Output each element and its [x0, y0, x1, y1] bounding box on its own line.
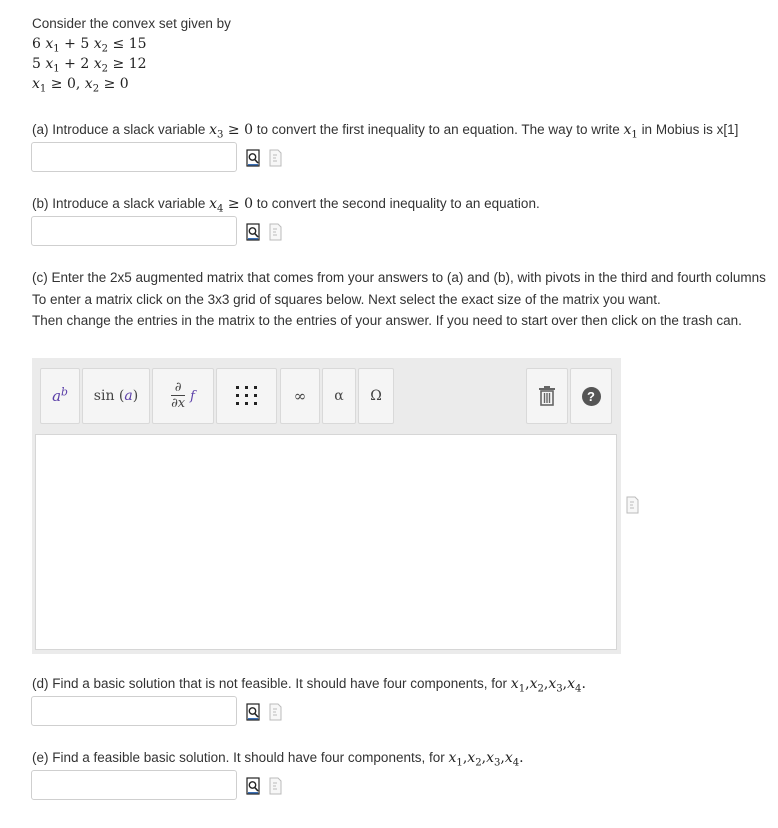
part-a-ineq: ≥ 0 — [227, 122, 253, 138]
part-d-answer-input[interactable] — [31, 696, 237, 726]
alpha-symbol: α — [334, 388, 344, 404]
c2-coef1: 5 — [32, 56, 41, 72]
part-b-text-after: to convert the second inequality to an equation. — [256, 196, 540, 211]
preview-icon[interactable] — [246, 149, 261, 168]
format-help-icon[interactable] — [268, 223, 283, 242]
partial-numerator: ∂ — [174, 379, 182, 395]
part-b-answer-input[interactable] — [31, 216, 237, 246]
part-e-answer-input[interactable] — [31, 770, 237, 800]
part-a-var-sub: 3 — [217, 129, 224, 141]
c2-coef2: 2 — [80, 56, 90, 72]
sin-label: sin — [93, 388, 115, 404]
format-help-icon[interactable] — [268, 777, 283, 796]
part-b-var-sub: 4 — [217, 203, 224, 215]
infinity-symbol: ∞ — [293, 387, 307, 405]
omega-button[interactable] — [358, 368, 394, 424]
sin-arg: a — [124, 388, 133, 404]
c1-rel: ≤ — [112, 36, 125, 52]
format-help-icon[interactable] — [268, 703, 283, 722]
preview-icon[interactable] — [246, 703, 261, 722]
matrix-editor-area[interactable] — [35, 434, 617, 650]
part-a-answer-input[interactable] — [31, 142, 237, 172]
matrix-grid-icon — [235, 385, 259, 407]
part-b-ineq: ≥ 0 — [227, 196, 253, 212]
math-editor — [32, 358, 621, 654]
preview-icon[interactable] — [246, 223, 261, 242]
part-d-text: (d) Find a basic solution that is not feasible. It should have four components, for — [32, 676, 508, 691]
matrix-button[interactable] — [216, 368, 277, 424]
partial-denominator: ∂x — [171, 396, 186, 411]
c1-rhs: 15 — [128, 36, 147, 52]
power-button[interactable] — [40, 368, 80, 424]
part-e-text: (e) Find a feasible basic solution. It should have four components, for — [32, 750, 445, 765]
part-c-line-2: To enter a matrix click on the 3x3 grid of squares below. Next select the exact size of the matrix you want. — [32, 292, 661, 307]
intro-text: Consider the convex set given by — [32, 16, 231, 31]
c2-rel: ≥ — [112, 56, 125, 72]
part-a-text-tail: in Mobius is x[1] — [641, 122, 739, 137]
part-b-question: (b) Introduce a slack variable $x_4 \ge 0$ to convert the second inequality to an equation. — [32, 196, 540, 215]
part-c-line-1: (c) Enter the 2x5 augmented matrix that comes from your answers to (a) and (b), with pivots in the third and fourth columns — [32, 270, 766, 285]
c3-nonneg2: ≥ 0 — [103, 76, 129, 92]
trash-button[interactable] — [526, 368, 568, 424]
infinity-button[interactable] — [280, 368, 320, 424]
part-c-line-3: Then change the entries in the matrix to the entries of your answer. If you need to start over then click on the trash can. — [32, 313, 742, 328]
sin-button[interactable]: sin ( a ) — [82, 368, 150, 424]
part-a-var2-sub: 1 — [631, 129, 638, 141]
help-button[interactable] — [570, 368, 612, 424]
power-exponent: b — [61, 385, 68, 399]
c2-rhs: 12 — [128, 56, 147, 72]
constraint-3: $x_1 \ge 0$, $x_2 \ge 0$ — [32, 76, 129, 95]
part-e-question: (e) Find a feasible basic solution. It should have four components, for $x_1,x_2,x_3,x_4$. — [32, 750, 524, 769]
format-help-icon[interactable] — [268, 149, 283, 168]
c3-nonneg: ≥ 0, — [50, 76, 81, 92]
part-b-text-before: (b) Introduce a slack variable — [32, 196, 206, 211]
help-icon: ? — [582, 387, 601, 406]
constraint-1: 6 $x_1 + 5$ $x_2 \le 15$ — [32, 36, 147, 55]
omega-symbol: Ω — [370, 388, 382, 404]
greek-alpha-button[interactable] — [322, 368, 356, 424]
c1-coef2: 5 — [80, 36, 90, 52]
format-help-icon[interactable] — [625, 496, 640, 515]
part-a-text-before: (a) Introduce a slack variable — [32, 122, 206, 137]
constraint-2: 5 $x_1 + 2$ $x_2 \ge 12$ — [32, 56, 147, 75]
part-a-question: (a) Introduce a slack variable $x_3 \ge 0$ to convert the first inequality to an equation. The way to write $x_1$ in Mobius is x[1] — [32, 122, 739, 141]
trash-icon — [538, 385, 556, 407]
part-d-question: (d) Find a basic solution that is not feasible. It should have four components, for $x_1,x_2,x_3,x_4$. — [32, 676, 586, 695]
preview-icon[interactable] — [246, 777, 261, 796]
c1-coef1: 6 — [32, 36, 41, 52]
partial-function: f — [190, 388, 195, 404]
partial-derivative-button[interactable] — [152, 368, 214, 424]
power-base: a — [52, 387, 62, 405]
part-a-text-after: to convert the first inequality to an equation. The way to write — [256, 122, 620, 137]
